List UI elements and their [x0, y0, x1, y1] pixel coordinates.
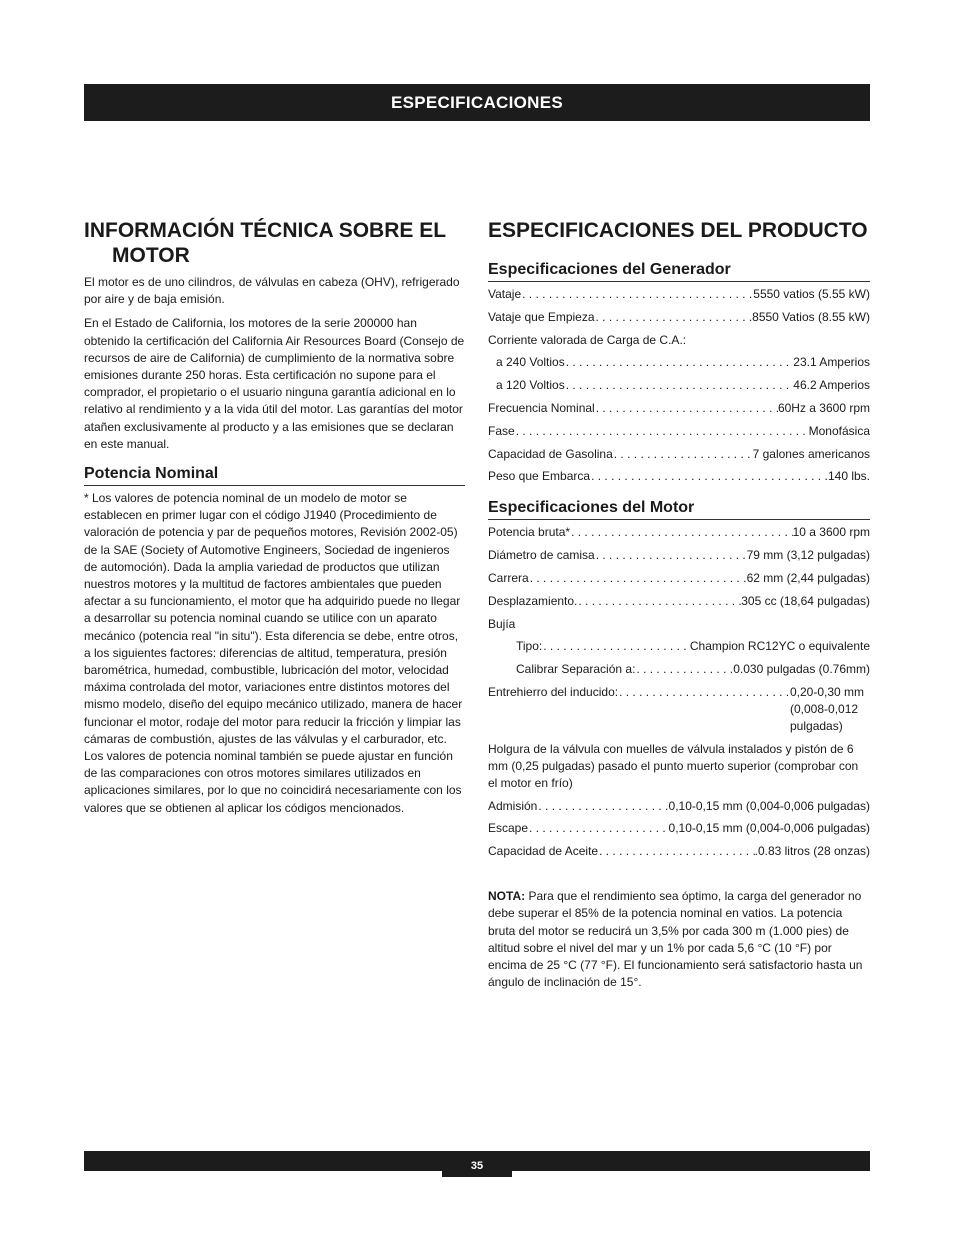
spec-row-starting-wattage: Vataje que Empieza . . . 8550 Vatios (8.55 kW): [488, 309, 870, 326]
note-text: Para que el rendimiento sea óptimo, la carga del generador no debe superar el 85% de la potencia nominal en vatios. La potencia bruta del motor se reducirá un 3,5% por cada 300 m (1.000 pies) de altitud sobre el nivel del mar y un 1% por cada 5,6 °C (10 °F) por encima de 25 °C (77 °F). El funcionamiento será satisfactorio hasta un ángulo de inclinación de 15°.: [488, 889, 863, 990]
product-specs-heading: ESPECIFICACIONES DEL PRODUCTO: [488, 219, 868, 242]
section-header-bar: [84, 84, 870, 121]
power-rating-heading: Potencia Nominal: [84, 465, 465, 486]
spec-row-displacement: Desplazamiento. . . . 305 cc (18,64 pulgadas): [488, 593, 870, 610]
spec-row-gross-power: Potencia bruta* . . . 10 a 3600 rpm: [488, 524, 870, 541]
generator-specs-heading: Especificaciones del Generador: [488, 261, 870, 282]
spec-row-240v: a 240 Voltios . . . 23.1 Amperios: [488, 354, 870, 371]
spec-row-phase: Fase . . . Monofásica: [488, 423, 870, 440]
left-column: [84, 218, 465, 824]
spec-row-shipping-weight: Peso que Embarca . . . 140 lbs.: [488, 468, 870, 485]
spec-row-wattage: Vataje . . . 5550 vatios (5.55 kW): [488, 286, 870, 303]
power-rating-paragraph: * Los valores de potencia nominal de un modelo de motor se establecen en primer lugar con el código J1940 (Procedimiento de valoración de potencia y par de pequeños motores, Revisión 2002-05) de la SAE (Society of Automotive Engineers, Sociedad de ingenieros de automoción). Dada la amplia variedad de productos que utilizan nuestros motores y la multitud de factores ambientales que pueden afectar a su funcionamiento, el motor que ha adquirido puede no llegar a desarrollar su potencia nominal cuando se utilice con un aparato mecánico (potencia real "in situ"). Esta diferencia se debe, entre otros, a los siguientes factores: diferencias de altitud, temperatura, presión barométrica, humedad, combustible, lubricación del motor, velocidad máxima controlada del motor, variaciones entre distintos motores del mismo modelo, diseño del equipo mecánico utilizado, manera de hacer funcionar el motor, rodaje del motor para reducir la fricción y limpiar las cámaras de combustión, ajustes de las válvulas y el carburador, etc. Los valores de potencia nominal también se puede ajustar en función de las comparaciones con otros motores similares utilizados en aplicaciones similares, por lo que no coincidirá necesariamente con los valores que se obtienen al aplicar los códigos mencionados.: [84, 491, 463, 815]
engine-intro-paragraph: El motor es de uno cilindros, de válvulas en cabeza (OHV), refrigerado por aire y de baja emisión.: [84, 275, 460, 307]
section-header-title: ESPECIFICACIONES: [391, 93, 563, 112]
california-paragraph: En el Estado de California, los motores de la serie 200000 han obtenido la certificación del California Air Resources Board (Consejo de recursos de aire de California) de cumplimiento de la normativa sobre emisiones durante 250 horas. Esta certificación no supone para el comprador, el propietario o el usuario ninguna garantía adicional en lo relativo al rendimiento y a la vida útil del motor. Las garantías del motor atañen exclusivamente al producto y a las emisiones que se declaran en este manual.: [84, 316, 465, 451]
spec-row-exhaust: Escape . . . 0,10-0,15 mm (0,004-0,006 pulgadas): [488, 820, 870, 837]
spec-row-120v: a 120 Voltios . . . 46.2 Amperios: [488, 377, 870, 394]
spec-row-fuel-capacity: Capacidad de Gasolina . . . 7 galones americanos: [488, 446, 870, 463]
spec-row-bore: Diámetro de camisa . . . 79 mm (3,12 pulgadas): [488, 547, 870, 564]
right-column: [488, 218, 870, 991]
engine-specs-heading: Especificaciones del Motor: [488, 499, 870, 520]
spec-row-plug-gap: Calibrar Separación a: . . . 0.030 pulgadas (0.76mm): [488, 661, 870, 678]
note-paragraph: [488, 888, 870, 991]
spec-row-valve-clearance: Holgura de la válvula con muelles de válvula instalados y pistón de 6 mm (0,25 pulgadas) pasado el punto muerto superior (comprobar con el motor en frío): [488, 741, 859, 790]
spec-row-stroke: Carrera . . . 62 mm (2,44 pulgadas): [488, 570, 870, 587]
spec-row-plug-type: Tipo: . . . Champion RC12YC o equivalente: [488, 638, 870, 655]
note-label: NOTA:: [488, 889, 526, 904]
spec-row-oil-capacity: Capacidad de Aceite . . . .0.83 litros (28 onzas): [488, 843, 870, 860]
spec-row-armature-air-gap: Entrehierro del inducido: . . . 0,20-0,30 mm (0,008-0,012 pulgadas): [488, 684, 870, 735]
engine-info-heading: INFORMACIÓN TÉCNICA SOBRE EL MOTOR: [84, 219, 446, 267]
spec-row-intake: Admisión . . . 0,10-0,15 mm (0,004-0,006 pulgadas): [488, 798, 870, 815]
page-number: 35: [442, 1151, 512, 1177]
spec-row-frequency: Frecuencia Nominal . . . 60Hz a 3600 rpm: [488, 400, 870, 417]
spec-row-spark-plug: Bujía: [488, 616, 516, 631]
spec-row-ac-current: Corriente valorada de Carga de C.A.:: [488, 332, 687, 347]
